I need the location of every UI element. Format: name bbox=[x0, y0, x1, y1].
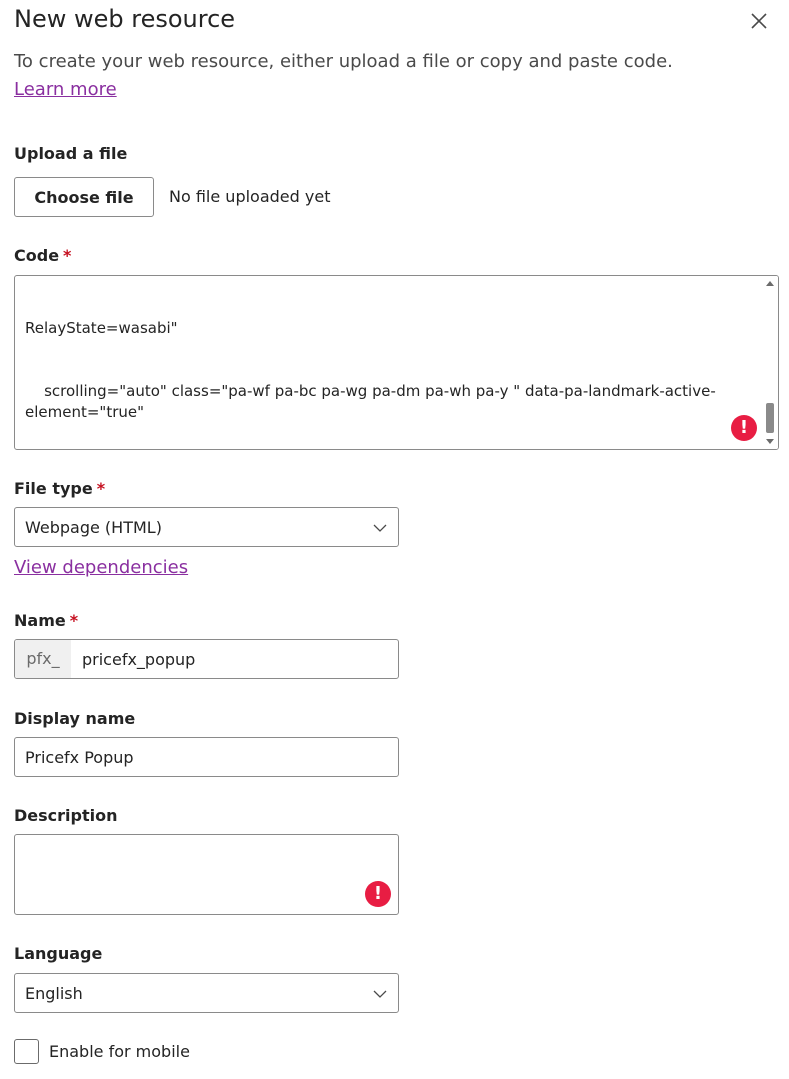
file-type-value: Webpage (HTML) bbox=[25, 518, 162, 537]
learn-more-link[interactable]: Learn more bbox=[14, 79, 117, 100]
enable-mobile-label[interactable]: Enable for mobile bbox=[49, 1042, 190, 1061]
enable-mobile-checkbox[interactable] bbox=[14, 1039, 39, 1064]
required-mark: * bbox=[63, 246, 72, 265]
name-label-text: Name bbox=[14, 611, 66, 630]
required-mark: * bbox=[69, 611, 79, 630]
name-input[interactable] bbox=[14, 639, 399, 679]
scroll-up-arrow-icon[interactable] bbox=[766, 281, 774, 286]
display-name-value: Pricefx Popup bbox=[25, 748, 134, 767]
choose-file-label: Choose file bbox=[34, 187, 134, 207]
description-textarea[interactable] bbox=[14, 834, 399, 915]
code-label bbox=[14, 245, 71, 267]
display-name-label: Display name bbox=[14, 709, 136, 728]
close-button[interactable] bbox=[744, 6, 774, 36]
intro-text: To create your web resource, either upload a file or copy and paste code. bbox=[14, 51, 673, 72]
chevron-down-icon bbox=[372, 520, 388, 536]
file-status-text: No file uploaded yet bbox=[169, 187, 331, 206]
upload-label: Upload a file bbox=[14, 144, 128, 163]
scroll-thumb[interactable] bbox=[766, 403, 774, 433]
description-label: Description bbox=[14, 806, 118, 825]
file-type-label-text: File type bbox=[14, 479, 93, 498]
error-icon: ! bbox=[365, 881, 391, 907]
name-value: pricefx_popup bbox=[82, 650, 196, 669]
code-scrollbar[interactable] bbox=[762, 276, 778, 449]
file-type-label bbox=[14, 478, 105, 500]
code-line: scrolling="auto" class="pa-wf pa-bc pa-wg pa-dm pa-wh pa-y " data-pa-landmark-active-element="true" bbox=[25, 382, 716, 421]
code-content[interactable] bbox=[25, 276, 755, 450]
code-line: RelayState=wasabi" bbox=[25, 319, 178, 337]
code-label-text: Code bbox=[14, 246, 60, 265]
display-name-input[interactable] bbox=[14, 737, 399, 777]
required-mark: * bbox=[96, 479, 106, 498]
panel-title: New web resource bbox=[14, 5, 236, 33]
view-dependencies-link[interactable]: View dependencies bbox=[14, 557, 189, 578]
name-prefix: pfx_ bbox=[15, 640, 71, 678]
scroll-down-arrow-icon[interactable] bbox=[766, 439, 774, 444]
file-type-select[interactable] bbox=[14, 507, 399, 547]
choose-file-button[interactable] bbox=[14, 177, 154, 217]
chevron-down-icon bbox=[372, 986, 388, 1002]
name-label bbox=[14, 610, 78, 632]
error-icon: ! bbox=[731, 415, 757, 441]
language-value: English bbox=[25, 984, 83, 1003]
language-select[interactable] bbox=[14, 973, 399, 1013]
close-icon bbox=[744, 6, 774, 36]
code-editor[interactable] bbox=[14, 275, 779, 450]
language-label: Language bbox=[14, 944, 103, 963]
